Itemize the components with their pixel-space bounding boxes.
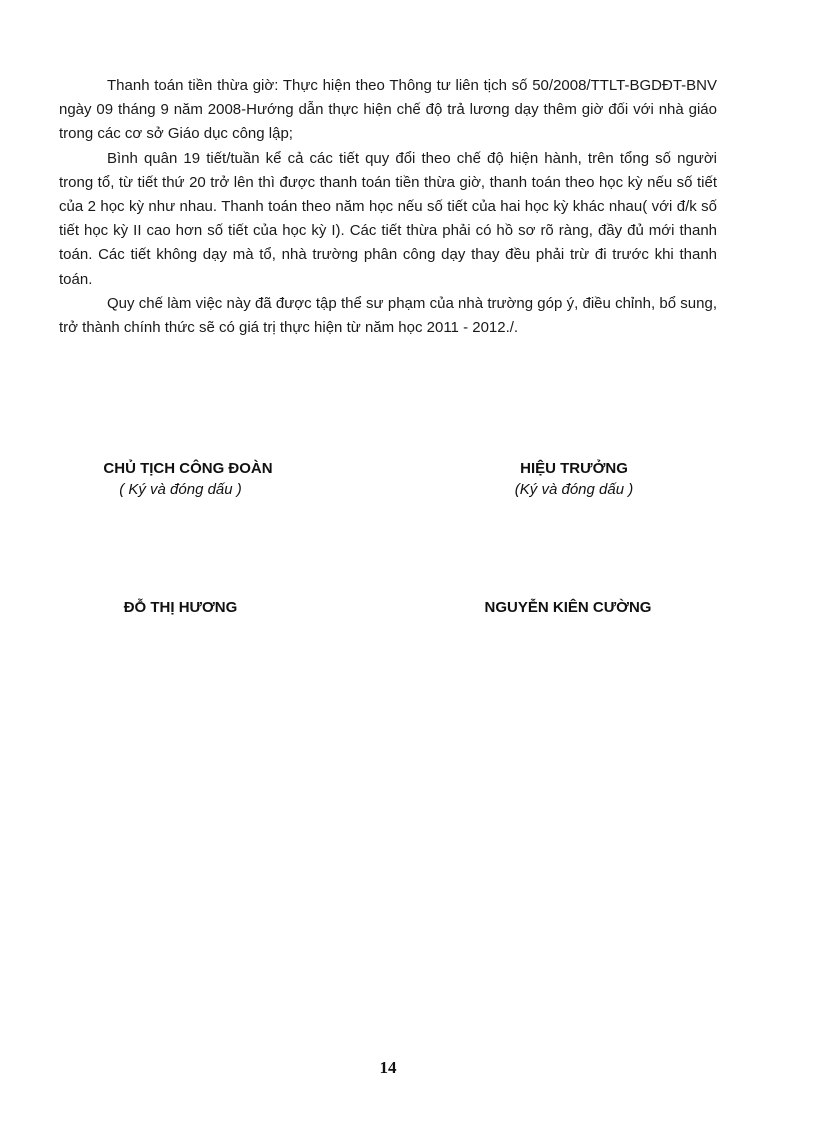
- principal-name: NGUYỄN KIÊN CƯỜNG: [484, 599, 652, 616]
- paragraph-average-periods: Bình quân 19 tiết/tuần kể cả các tiết quy đổi theo chế độ hiện hành, trên tổng số người trong tổ, từ tiết thứ 20 trở lên thì được thanh toán tiền thừa giờ, thanh toán theo học kỳ nếu số tiết của 2 học kỳ như nhau. Thanh toán theo năm học nếu số tiết của hai học kỳ khác nhau( với đ/k số tiết học kỳ II cao hơn số tiết của học kỳ I). Các tiết thừa phải có hồ sơ rõ ràng, đầy đủ mới thanh toán. Các tiết không dạy mà tổ, nhà trường phân công dạy thay đều phải trừ đi trước khi thanh toán.: [59, 149, 717, 288]
- body-text: [59, 74, 717, 340]
- union-chair-name: ĐỖ THỊ HƯƠNG: [123, 599, 238, 616]
- principal-title: HIỆU TRƯỞNG: [520, 460, 628, 477]
- principal-sign-note: (Ký và đóng dấu ): [514, 481, 634, 498]
- paragraph-payment-overtime: Thanh toán tiền thừa giờ: Thực hiện theo Thông tư liên tịch số 50/2008/TTLT-BGDĐT-BNV ngày 09 tháng 9 năm 2008-Hướng dẫn thực hiện chế độ trả lương dạy thêm giờ đối với nhà giáo trong các cơ sở Giáo dục công lập;: [59, 77, 717, 143]
- union-chair-sign-note: ( Ký và đóng dấu ): [119, 481, 242, 498]
- page-number: 14: [379, 1058, 397, 1077]
- paragraph-regulation-effect: Quy chế làm việc này đã được tập thể sư phạm của nhà trường góp ý, điều chỉnh, bổ sung, trở thành chính thức sẽ có giá trị thực hiện từ năm học 2011 - 2012./.: [59, 294, 717, 337]
- union-chair-title: CHỦ TỊCH CÔNG ĐOÀN: [103, 460, 273, 477]
